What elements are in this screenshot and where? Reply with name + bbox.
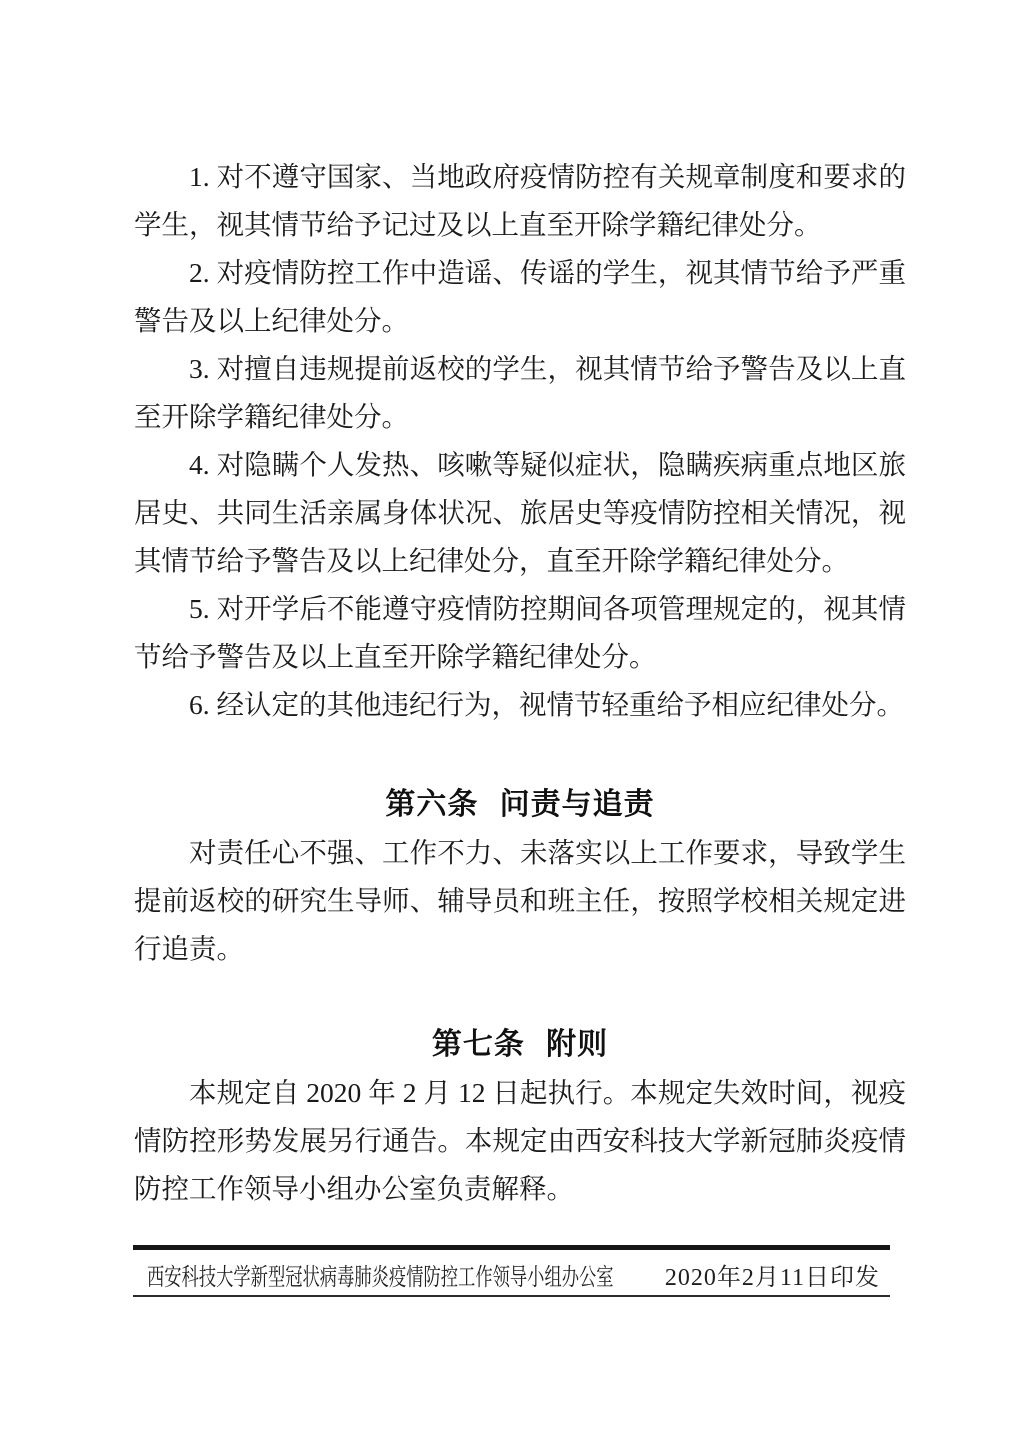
article-7-paragraph: 本规定自 2020 年 2 月 12 日起执行。本规定失效时间，视疫情防控形势发展另行通告。本规定由西安科技大学新冠肺炎疫情防控工作领导小组办公室负责解释。 bbox=[134, 1077, 906, 1204]
list-item-2: 2. 对疫情防控工作中造谣、传谣的学生，视其情节给予严重警告及以上纪律处分。 bbox=[134, 257, 906, 336]
document-body bbox=[134, 153, 906, 1213]
article-6-paragraph: 对责任心不强、工作不力、未落实以上工作要求，导致学生提前返校的研究生导师、辅导员和班主任，按照学校相关规定进行追责。 bbox=[134, 837, 906, 964]
footer-issuer-wrap bbox=[147, 1265, 621, 1291]
list-item-6: 6. 经认定的其他违纪行为，视情节轻重给予相应纪律处分。 bbox=[189, 689, 904, 720]
article-7-heading: 第七条 附则 bbox=[431, 1028, 609, 1061]
page-footer bbox=[133, 1245, 890, 1297]
list-item-4: 4. 对隐瞒个人发热、咳嗽等疑似症状，隐瞒疾病重点地区旅居史、共同生活亲属身体状况、旅居史等疫情防控相关情况，视其情节给予警告及以上纪律处分，直至开除学籍纪律处分。 bbox=[134, 449, 906, 576]
list-item-1: 1. 对不遵守国家、当地政府疫情防控有关规章制度和要求的学生，视其情节给予记过及以上直至开除学籍纪律处分。 bbox=[134, 161, 906, 240]
footer-row bbox=[133, 1250, 890, 1297]
footer-print-date: 2020年2月11日印发 bbox=[664, 1265, 880, 1291]
footer-issuer: 西安科技大学新型冠状病毒肺炎疫情防控工作领导小组办公室 bbox=[147, 1265, 614, 1291]
list-item-3: 3. 对擅自违规提前返校的学生，视其情节给予警告及以上直至开除学籍纪律处分。 bbox=[134, 353, 906, 432]
article-6-heading: 第六条 问责与追责 bbox=[385, 788, 655, 821]
list-item-5: 5. 对开学后不能遵守疫情防控期间各项管理规定的，视其情节给予警告及以上直至开除学籍纪律处分。 bbox=[134, 593, 906, 672]
